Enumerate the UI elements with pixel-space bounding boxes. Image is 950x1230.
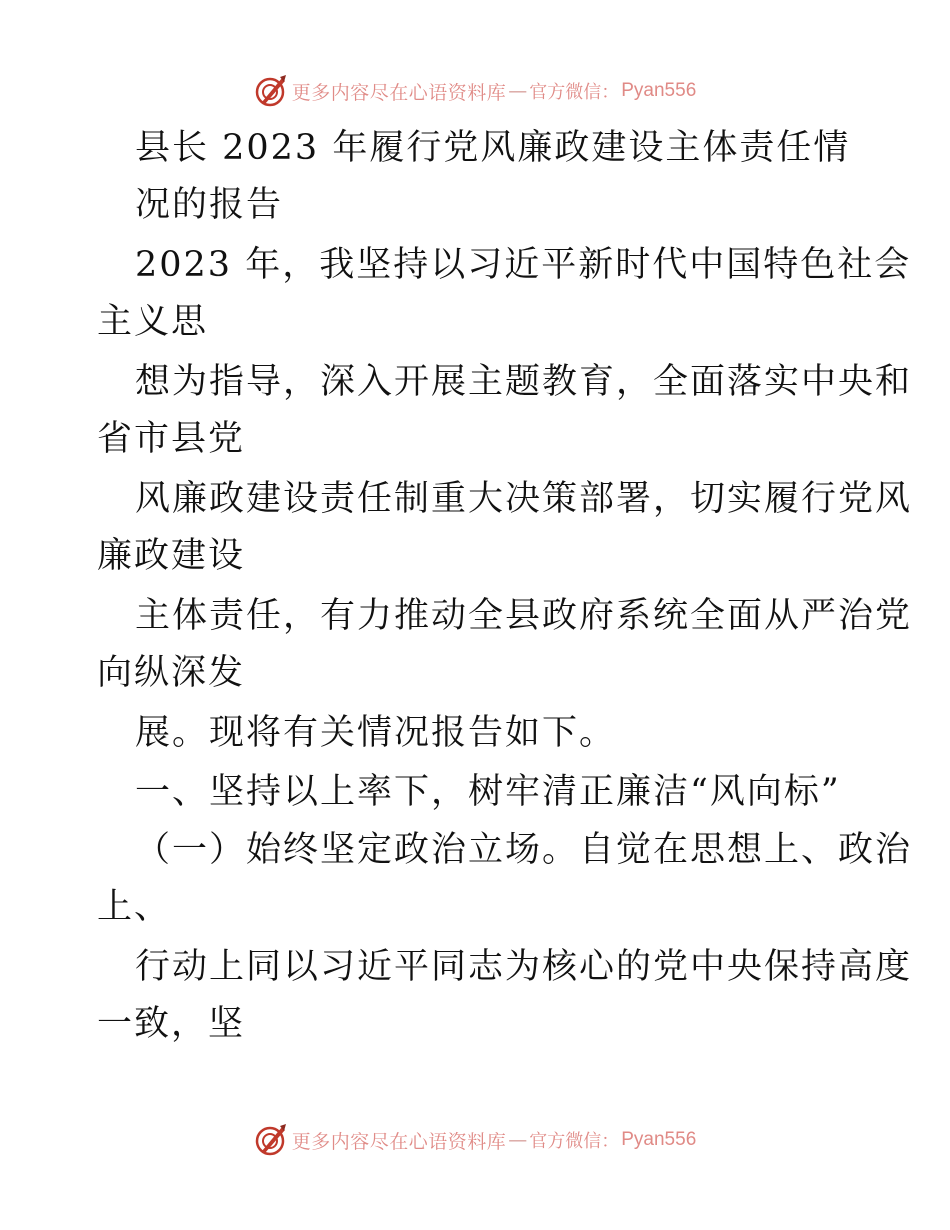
subsection-heading-line: （一）始终坚定政治立场。自觉在思想上、政治 — [135, 830, 913, 870]
watermark-separator: — — [508, 80, 528, 102]
watermark-text: 更多内容尽在心语资料库 — [291, 1130, 507, 1153]
paragraph-line: 主体责任，有力推动全县政府系统全面从严治党 — [135, 596, 913, 636]
section-heading: 一、坚持以上率下，树牢清正廉洁“风向标” — [135, 772, 841, 812]
document-title-line-1: 县长 2023 年履行党风廉政建设主体责任情 — [135, 128, 851, 168]
pen-logo-icon — [254, 1123, 288, 1157]
pen-logo-icon — [254, 74, 288, 108]
watermark-text: 更多内容尽在心语资料库 — [291, 81, 507, 104]
watermark-label: 官方微信： — [529, 1131, 620, 1152]
paragraph-line: 省市县党 — [97, 419, 246, 459]
watermark-separator: — — [508, 1129, 528, 1151]
paragraph-line: 展。现将有关情况报告如下。 — [135, 713, 617, 753]
paragraph-line: 想为指导，深入开展主题教育，全面落实中央和 — [135, 362, 913, 402]
paragraph-line: 2023 年，我坚持以习近平新时代中国特色社会 — [135, 245, 912, 285]
paragraph-line: 一致，坚 — [97, 1004, 246, 1044]
paragraph-line: 上、 — [97, 887, 172, 927]
paragraph-line: 向纵深发 — [97, 653, 246, 693]
watermark-label: 官方微信： — [529, 82, 620, 103]
document-title-line-2: 况的报告 — [135, 185, 284, 225]
watermark-id: Pyan556 — [621, 1129, 697, 1150]
paragraph-line: 主义思 — [97, 302, 209, 342]
paragraph-line: 风廉政建设责任制重大决策部署，切实履行党风 — [135, 479, 913, 519]
paragraph-line: 廉政建设 — [97, 536, 246, 576]
paragraph-line: 行动上同以习近平同志为核心的党中央保持高度 — [135, 947, 913, 987]
watermark-id: Pyan556 — [621, 80, 697, 101]
watermark-header — [0, 71, 950, 111]
watermark-footer — [0, 1120, 950, 1160]
